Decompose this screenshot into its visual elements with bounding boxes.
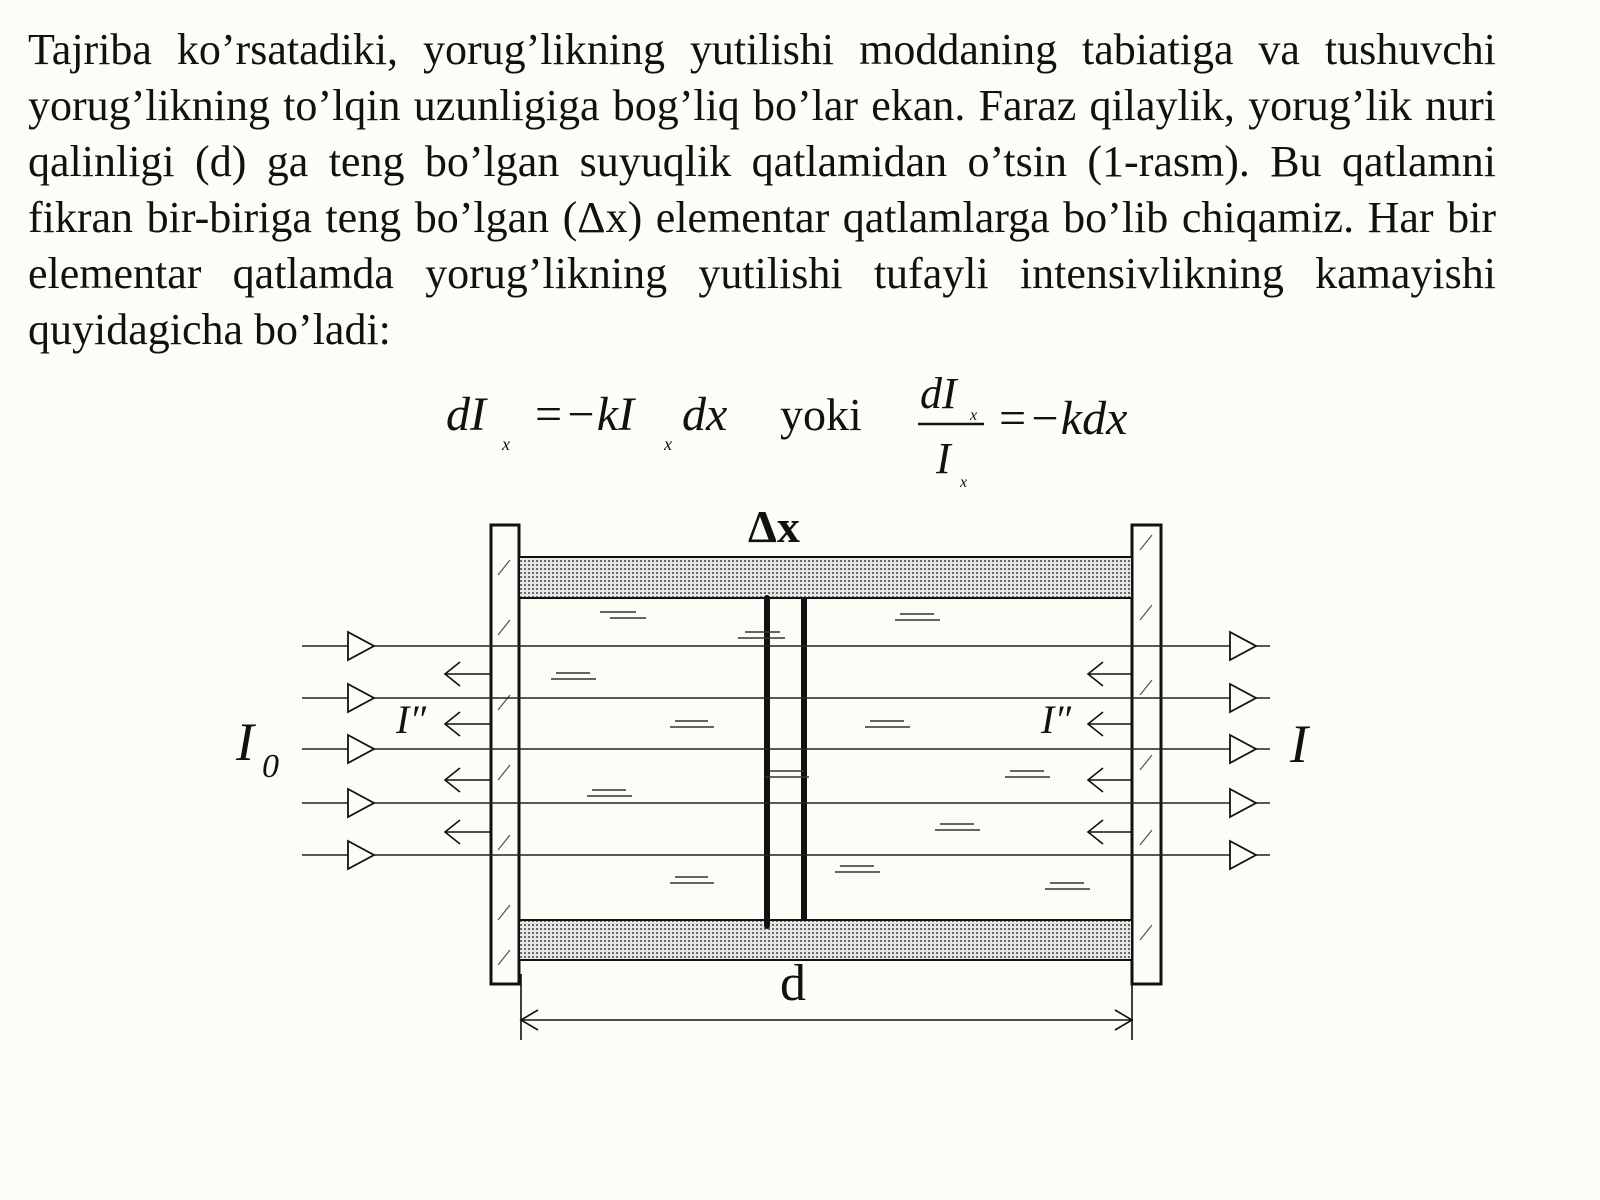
formula-frac-num-sub: x xyxy=(970,407,978,424)
incident-intensity-sub: 0 xyxy=(262,748,279,785)
formula-frac-den: I xyxy=(936,434,951,483)
right-wall xyxy=(1132,525,1161,984)
absorption-formula xyxy=(0,370,1600,500)
reflected-label-left: I″ xyxy=(396,697,426,742)
top-dotted-layer xyxy=(519,557,1132,598)
transmitted-intensity-label: I xyxy=(1290,714,1308,774)
formula-lhs1-sub: x xyxy=(502,434,510,454)
body-paragraph: Tajriba ko’rsatadiki, yorug’likning yutilishi moddaning tabiatiga va tushuvchi yorug’likning to’lqin uzunligiga bog’liq bo’lar ekan. Faraz qilaylik, yorug’lik nuri qalinligi (d) ga teng bo’lgan suyuqlik qatlamidan o’tsin (1-rasm). Bu qatlamni fikran bir-biriga teng bo’lgan (Δx) elementar qatlamlarga bo’lib chiqamiz. Har bir elementar qatlamda yorug’likning yutilishi tufayli intensivlikning kamayishi quyidagicha bo’ladi: xyxy=(28,25,1496,354)
beam-lines xyxy=(302,646,1270,855)
bottom-dotted-layer xyxy=(519,920,1132,960)
thickness-dimension xyxy=(521,974,1132,1040)
wall-hatches xyxy=(498,535,1152,965)
formula-eq1-tail: dx xyxy=(682,388,728,441)
thickness-label: d xyxy=(780,955,806,1012)
reflected-arrows-right xyxy=(1088,662,1132,844)
incident-arrows xyxy=(348,632,374,869)
formula-eq1-sub: x xyxy=(664,434,672,454)
reflected-arrows-left xyxy=(445,662,491,844)
incident-intensity-label: I xyxy=(236,712,254,772)
left-wall xyxy=(491,525,519,984)
formula-lhs1: dI xyxy=(446,388,486,441)
liquid-marks xyxy=(551,612,1090,889)
formula-frac-num: dI xyxy=(920,370,957,418)
reflected-label-right: I″ xyxy=(1041,697,1071,742)
formula-connector: yoki xyxy=(780,389,862,440)
delta-x-label: Δx xyxy=(748,501,800,552)
formula-frac-den-sub: x xyxy=(960,474,968,491)
transmitted-arrows xyxy=(1230,632,1256,869)
absorption-diagram xyxy=(0,500,1600,1100)
formula-eq1: =−kI xyxy=(532,388,635,441)
formula-rhs2: =−kdx xyxy=(996,392,1128,445)
